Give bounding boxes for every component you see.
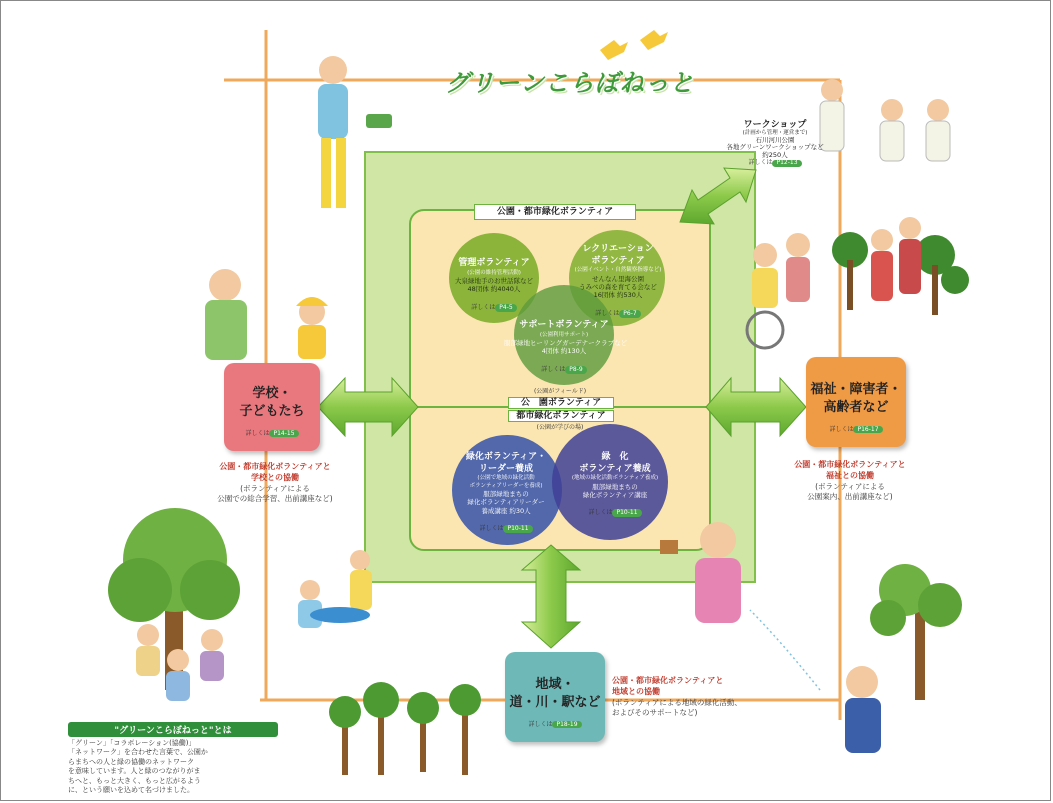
ryokka-desc: 服部緑地まちの xyxy=(592,482,638,491)
region-desc-h2: 地域との協働 xyxy=(612,686,660,696)
people-sand-play xyxy=(298,550,372,628)
leader-desc: 服部緑地まちの xyxy=(483,489,529,498)
welfare-line1: 福祉・障害者・ xyxy=(810,382,902,397)
about-box xyxy=(68,722,278,796)
middle-line1: 公 園ボランティア xyxy=(508,397,614,409)
workshop-line2: 各地グリーンワークショップなど xyxy=(726,143,824,152)
kanri-sub: (公園の維持管理活動) xyxy=(467,269,521,276)
region-line2: 道・川・駅など xyxy=(509,694,601,710)
kanri-ref[interactable]: 詳しくは P4-5 xyxy=(471,304,516,312)
leader-title: 緑化ボランティア・ xyxy=(465,452,547,462)
workshop-title: ワークショップ xyxy=(743,120,807,130)
leader-bubble xyxy=(456,452,556,536)
school-desc-h2: 学校との協働 xyxy=(251,472,299,482)
support-desc: 服部緑地ヒーリングガーデナークラブなど xyxy=(504,338,628,347)
leader-sub2: ボランティアリーダーを養成) xyxy=(469,482,543,489)
recreation-desc: せんなん里海公園 xyxy=(592,274,644,283)
region-desc-l1: (ボランティアによる地域の緑化活動、 xyxy=(612,697,742,707)
region-desc-l2: およびそのサポートなど) xyxy=(612,707,698,717)
school-line1: 学校・ xyxy=(252,386,292,401)
recreation-count: 16団体 約530人 xyxy=(593,291,643,300)
region-line1: 地域・ xyxy=(535,677,575,692)
about-line-4: ちへと、もっと大きく、もっと広がるよう xyxy=(68,776,201,785)
region-node[interactable] xyxy=(505,652,605,742)
workshop-block xyxy=(715,120,835,167)
ryokka-ref[interactable]: 詳しくは P10-11 xyxy=(588,509,641,517)
recreation-bubble xyxy=(570,244,666,321)
welfare-desc xyxy=(770,460,930,502)
school-line2: 子どもたち xyxy=(239,403,305,419)
about-line-3: を意味しています。人と緑のつながりがま xyxy=(68,767,201,776)
welfare-desc-h2: 福祉との協働 xyxy=(826,470,874,480)
support-title: サポートボランティア xyxy=(519,320,609,330)
leader-desc2: 緑化ボランティアリーダー xyxy=(467,498,545,507)
learn-note: (公園が学びの場) xyxy=(536,424,584,431)
kanri-desc: 大泉緑地手のお世話隊など xyxy=(455,276,533,285)
about-line-1: 「ネットワーク」を合わせた言葉で、公園か xyxy=(68,748,208,757)
school-desc-h1: 公園・都市緑化ボランティアと xyxy=(219,462,331,471)
recreation-ref[interactable]: 詳しくは P6-7 xyxy=(595,310,640,318)
ryokka-title: 緑 化 xyxy=(601,452,629,462)
leader-sub: (公園で地域の緑化活動 xyxy=(477,475,535,482)
school-desc xyxy=(200,462,350,504)
welfare-desc-l2: 公園案内、出前講座など) xyxy=(807,491,893,501)
kanri-count: 48団体 約4040人 xyxy=(467,285,521,294)
school-desc-l2: 公園での総合学習、出前講座など) xyxy=(217,493,333,503)
school-ref[interactable]: 詳しくは P14-15 xyxy=(245,428,298,437)
kanri-title: 管理ボランティア xyxy=(458,258,530,268)
field-note: (公園がフィールド) xyxy=(533,388,587,395)
recreation-desc2: うみべの森を育てる会など xyxy=(579,282,657,291)
support-count: 4団体 約130人 xyxy=(541,347,587,356)
school-node[interactable] xyxy=(224,363,320,451)
region-desc xyxy=(612,676,752,718)
region-desc-h1: 公園・都市緑化ボランティアと xyxy=(612,676,724,685)
about-line-5: に、という願いを込めて名づけました。 xyxy=(68,786,194,795)
support-sub: (公園利用サポート) xyxy=(539,331,589,338)
leader-title2: リーダー養成 xyxy=(478,463,533,474)
welfare-desc-h1: 公園・都市緑化ボランティアと xyxy=(794,460,906,469)
people-walking xyxy=(871,217,921,301)
ryokka-desc2: 緑化ボランティア講座 xyxy=(582,490,648,499)
people-workshop xyxy=(820,79,950,161)
ryokka-sub: (地域の緑化活動ボランティア養成) xyxy=(571,475,659,482)
tree-bottom-right xyxy=(870,564,962,700)
leader-ref[interactable]: 詳しくは P10-11 xyxy=(479,525,532,533)
workshop-count: 約250人 xyxy=(762,150,788,159)
welfare-node[interactable] xyxy=(806,357,906,447)
middle-line2: 都市緑化ボランティア xyxy=(508,410,614,422)
workshop-ref[interactable]: 詳しくは P12-13 xyxy=(748,160,801,167)
welfare-line2: 高齢者など xyxy=(823,399,889,415)
page-title: グリーンこらぼねっと xyxy=(445,69,695,97)
support-ref[interactable]: 詳しくは P8-9 xyxy=(541,366,586,374)
recreation-title: レクリエーション xyxy=(582,244,654,254)
ryokka-title2: ボランティア養成 xyxy=(579,463,651,474)
park-band-label: 公園・都市緑化ボランティア xyxy=(474,204,636,220)
leader-count: 養成講座 約30人 xyxy=(481,506,531,515)
region-ref[interactable]: 詳しくは P18-19 xyxy=(528,719,581,728)
about-line-2: らまちへの人と緑の協働のネットワーク xyxy=(68,757,194,766)
about-line-0: 「グリーン」「コラボレーション(協働)」 xyxy=(68,739,196,747)
welfare-ref[interactable]: 詳しくは P16-17 xyxy=(829,424,882,433)
workshop-line1: 石川河川公園 xyxy=(755,135,795,144)
school-desc-l1: (ボランティアによる xyxy=(240,483,310,493)
person-hose xyxy=(750,610,881,753)
workshop-sub: (計画から管理・運営まで) xyxy=(742,130,808,137)
support-bubble xyxy=(504,320,628,377)
ryokka-bubble xyxy=(565,452,665,520)
trees-bottom-middle xyxy=(329,682,481,775)
birds-illustration xyxy=(600,30,668,60)
about-title: "グリーンこらぼねっと"とは xyxy=(68,722,278,737)
recreation-sub: (公園イベント・自然観察指導など) xyxy=(574,267,662,274)
people-wheelchair xyxy=(747,233,810,348)
kanri-bubble xyxy=(449,258,539,315)
recreation-title2: ボランティア xyxy=(591,255,645,266)
welfare-desc-l1: (ボランティアによる xyxy=(815,481,885,491)
